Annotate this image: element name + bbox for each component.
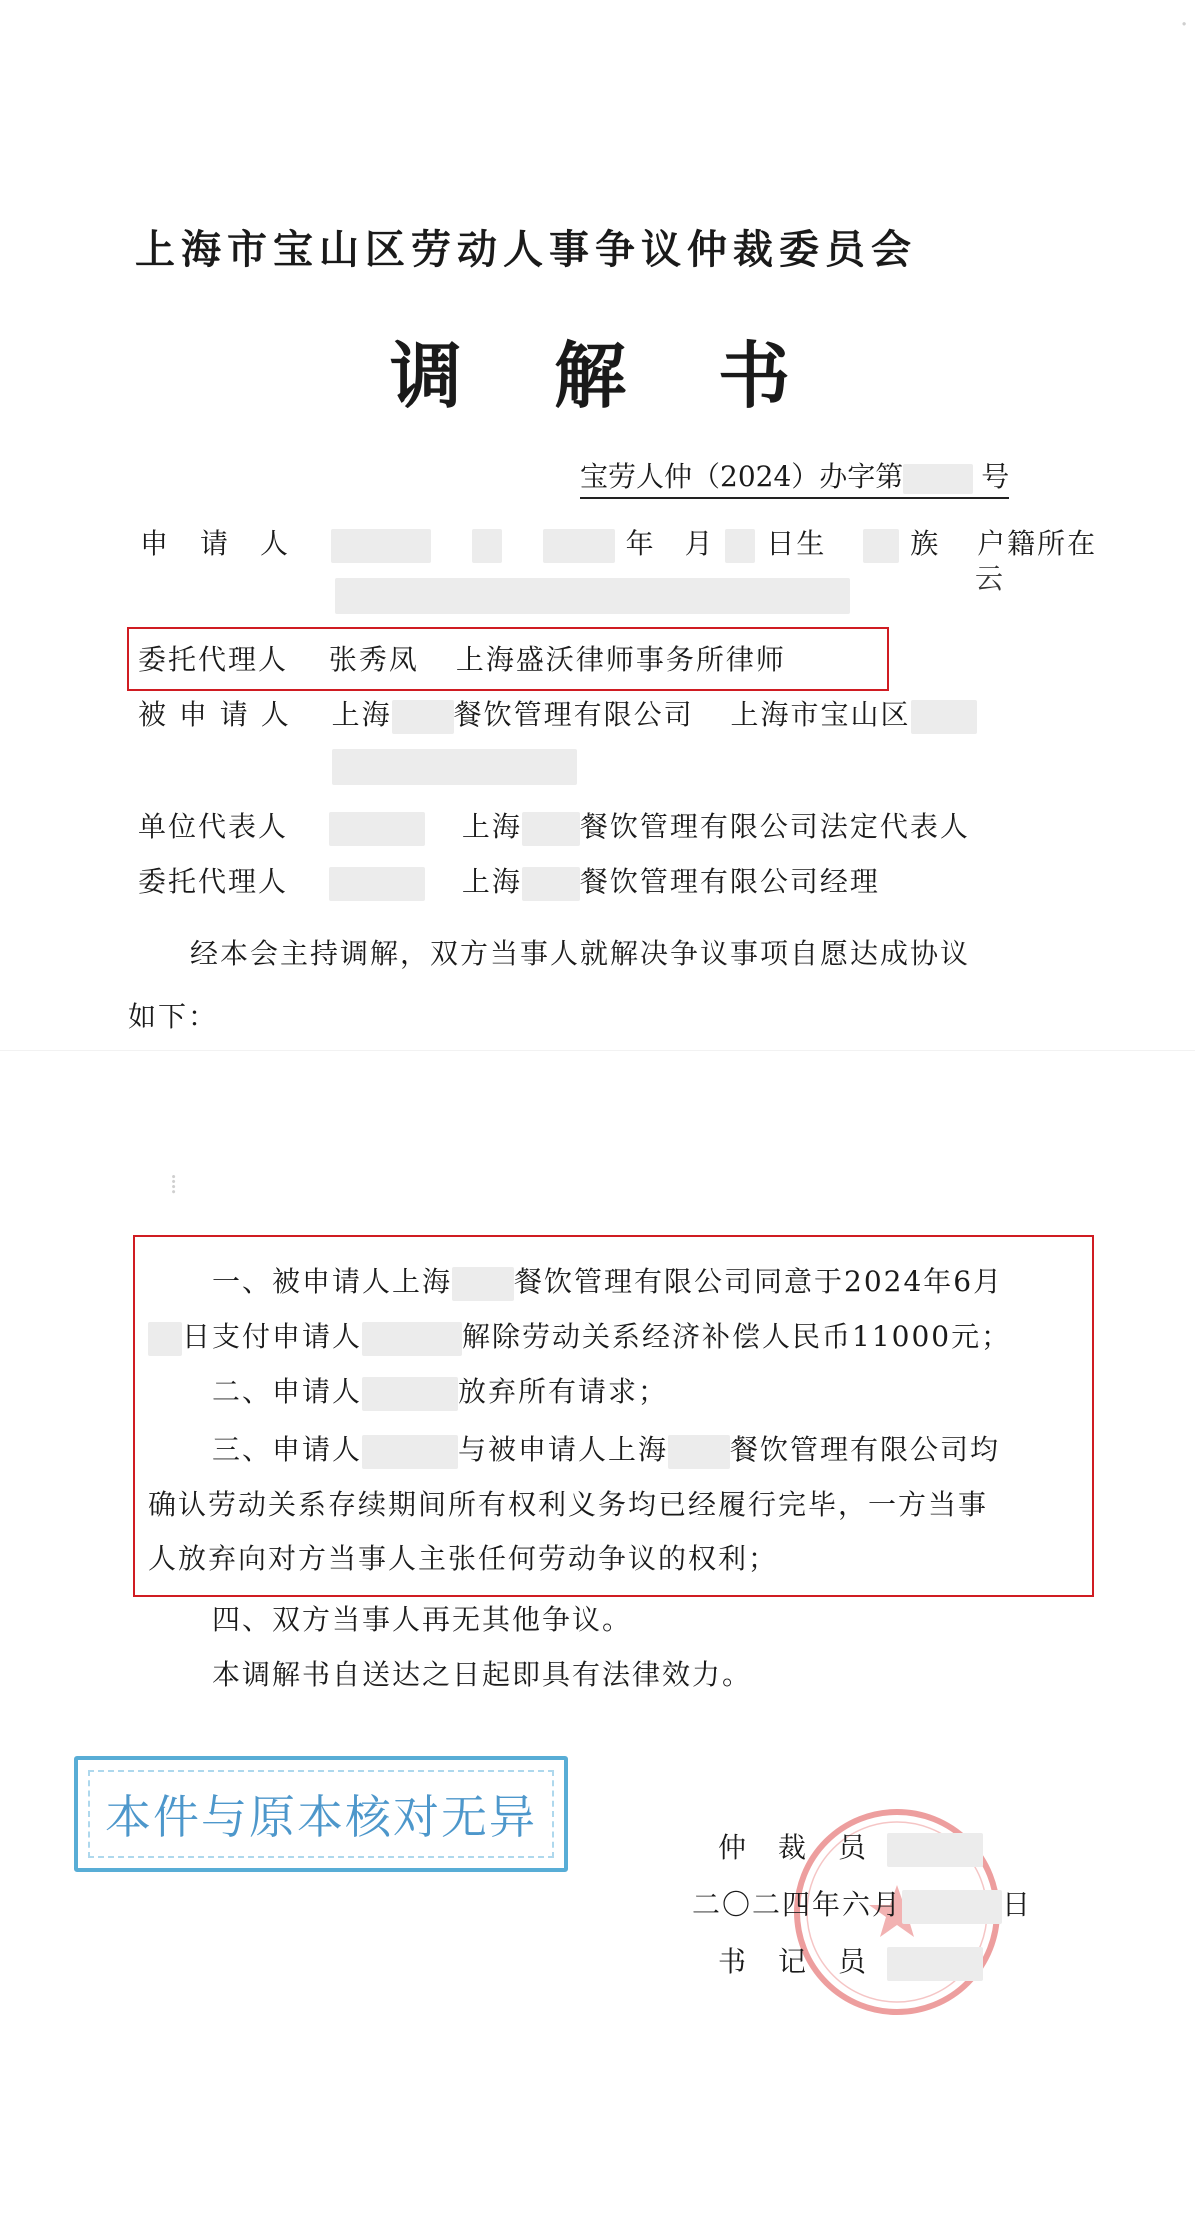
applicant-agent-firm: 上海盛沃律师事务所律师 <box>455 643 786 676</box>
case-number-suffix: 号 <box>981 460 1010 493</box>
redacted-date-day <box>902 1890 1002 1924</box>
redacted-birth-year <box>543 529 615 563</box>
term-3-part-c: 餐饮管理有限公司均 <box>730 1433 1001 1466</box>
term-1-line-1 <box>212 1260 1003 1301</box>
term-3-line-3: 人放弃向对方当事人主张任何劳动争议的权利； <box>148 1542 779 1575</box>
redacted-term-3-company <box>668 1435 730 1469</box>
redacted-term-2-applicant <box>362 1377 458 1411</box>
term-2-line <box>212 1370 668 1411</box>
redacted-applicant-address <box>335 578 850 614</box>
signature-date-day: 日 <box>1002 1888 1033 1921</box>
applicant-day-born: 日生 <box>766 527 827 560</box>
redacted-clerk-name <box>887 1947 983 1981</box>
term-3-line-2: 确认劳动关系存续期间所有权利义务均已经履行完毕，一方当事 <box>148 1488 989 1521</box>
redacted-arbitrator-name <box>887 1833 983 1867</box>
intro-line-1: 经本会主持调解，双方当事人就解决争议事项自愿达成协议 <box>190 937 971 970</box>
redacted-term-1-company <box>452 1267 514 1301</box>
redacted-respondent-agent-company <box>522 867 580 901</box>
redacted-applicant-gender <box>472 529 502 563</box>
redacted-term-1-applicant <box>362 1322 462 1356</box>
case-number-prefix: 宝劳人仲（2024）办字第 <box>580 460 904 493</box>
unit-rep-label: 单位代表人 <box>138 810 289 843</box>
redacted-respondent-address-2 <box>332 749 577 785</box>
case-number <box>580 455 1009 499</box>
arbitrator-line <box>718 1826 983 1867</box>
respondent-address: 上海市宝山区 <box>730 698 911 731</box>
term-2-part-b: 放弃所有请求； <box>458 1375 669 1408</box>
redacted-term-3-applicant <box>362 1435 458 1469</box>
term-1-part-d: 解除劳动关系经济补偿人民币11000元； <box>462 1320 1012 1353</box>
arbitrator-label: 仲 裁 员 <box>718 1831 869 1864</box>
term-1-part-c: 日支付申请人 <box>182 1320 363 1353</box>
redacted-respondent-address <box>911 700 977 734</box>
clerk-label: 书 记 员 <box>718 1945 869 1978</box>
unit-rep-company-prefix: 上海 <box>461 810 522 843</box>
redacted-unit-rep-name <box>329 812 425 846</box>
redacted-respondent-agent-name <box>329 867 425 901</box>
date-line <box>692 1883 1032 1924</box>
term-4-line: 四、双方当事人再无其他争议。 <box>212 1603 633 1636</box>
redacted-birth-day <box>725 529 755 563</box>
redacted-ethnicity <box>863 529 899 563</box>
term-3-part-a: 三、申请人 <box>212 1433 363 1466</box>
org-name: 上海市宝山区劳动人事争议仲裁委员会 <box>135 226 917 273</box>
applicant-line <box>140 522 1097 563</box>
respondent-agent-company-suffix: 餐饮管理有限公司经理 <box>579 865 880 898</box>
scan-mark: ⁞ <box>170 1170 178 1200</box>
term-3-line-1 <box>212 1428 1000 1469</box>
unit-rep-company-suffix: 餐饮管理有限公司法定代表人 <box>579 810 970 843</box>
respondent-label: 被 申 请 人 <box>138 698 291 731</box>
applicant-month: 月 <box>684 527 715 560</box>
document-title: 调 解 书 <box>390 333 801 418</box>
verification-stamp <box>74 1756 568 1872</box>
respondent-agent-label: 委托代理人 <box>138 865 289 898</box>
clerk-line <box>718 1940 983 1981</box>
redacted-case-number <box>903 464 973 494</box>
page-divider <box>0 1050 1195 1051</box>
intro-line-2: 如下： <box>128 1000 219 1033</box>
respondent-line <box>138 693 977 734</box>
redacted-company-name <box>392 700 454 734</box>
applicant-ethnicity: 族 <box>910 527 941 560</box>
respondent-agent-company-prefix: 上海 <box>461 865 522 898</box>
redacted-payment-day <box>148 1322 182 1356</box>
unit-rep-line <box>138 805 970 846</box>
applicant-agent-name: 张秀凤 <box>328 643 419 676</box>
applicant-year: 年 <box>625 527 656 560</box>
scan-mark: · <box>1180 10 1189 40</box>
applicant-residence-tail: 云 <box>975 562 1004 595</box>
term-3-part-b: 与被申请人上海 <box>458 1433 669 1466</box>
term-5-line: 本调解书自送达之日起即具有法律效力。 <box>212 1658 753 1691</box>
verification-stamp-text: 本件与原本核对无异 <box>105 1790 537 1844</box>
term-1-part-a: 一、被申请人上海 <box>212 1265 453 1298</box>
respondent-agent-line <box>138 860 880 901</box>
redacted-applicant-name <box>331 529 431 563</box>
applicant-residence: 户籍所在 <box>977 527 1098 560</box>
term-2-part-a: 二、申请人 <box>212 1375 363 1408</box>
signature-date: 二〇二四年六月 <box>692 1888 903 1921</box>
respondent-name-prefix: 上海 <box>331 698 392 731</box>
term-1-line-2 <box>148 1315 1011 1356</box>
applicant-label: 申 请 人 <box>140 527 291 560</box>
applicant-agent-line <box>138 638 786 678</box>
applicant-agent-label: 委托代理人 <box>138 643 289 676</box>
respondent-name-suffix: 餐饮管理有限公司 <box>453 698 694 731</box>
redacted-unit-rep-company <box>522 812 580 846</box>
term-1-part-b: 餐饮管理有限公司同意于2024年6月 <box>514 1265 1004 1298</box>
